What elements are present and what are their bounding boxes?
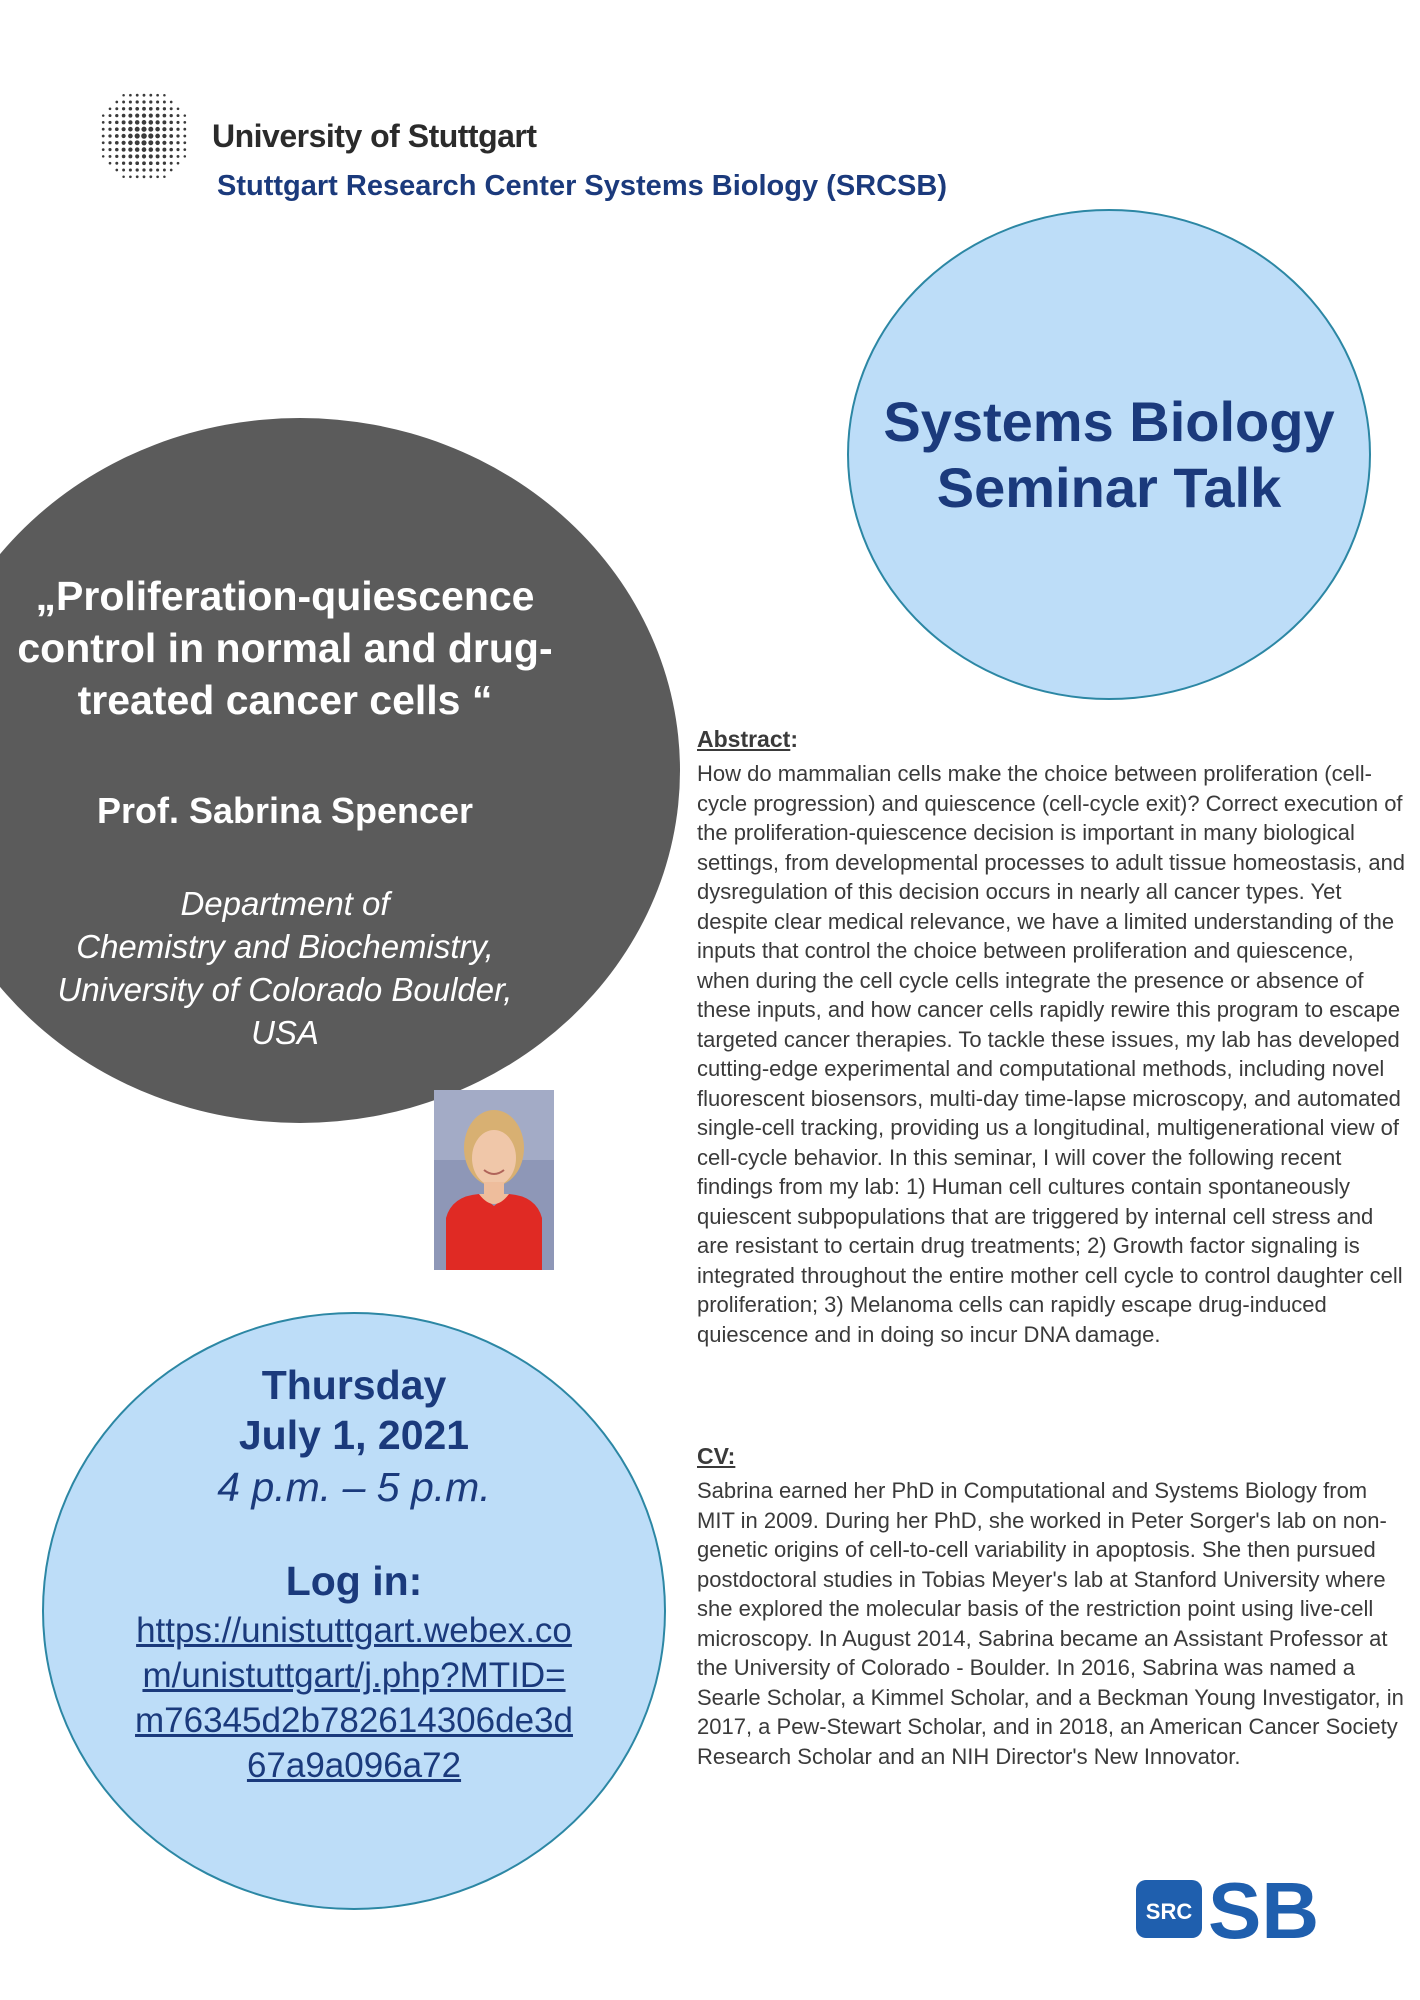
- abstract-heading: [697, 726, 798, 753]
- seminar-title: [883, 389, 1334, 521]
- srcsb-logo: [1136, 1874, 1352, 1944]
- speaker-name: Prof. Sabrina Spencer: [96, 790, 474, 831]
- seminar-circle: [847, 209, 1371, 700]
- university-of-stuttgart-logo: [96, 88, 192, 184]
- abstract-text: How do mammalian cells make the choice between proliferation (cell-cycle progression) and quiescence (cell-cycle exit)? Correct execution of the proliferation-quiescence decision is important in many biological settings, from developmental processes to adult tissue homeostasis, and dysregulation of this decision occurs in nearly all cancer types. Yet despite clear medical relevance, we have a limited understanding of the inputs that control the choice between proliferation and quiescence, when during the cell cycle cells integrate the presence or absence of these inputs, and how cancer cells rapidly rewire this program to escape targeted cancer therapies. To tackle these issues, my lab has developed cutting-edge experimental and computational methods, including novel fluorescent biosensors, multi-day time-lapse microscopy, and automated single-cell tracking, providing us a longitudinal, multigenerational view of cell-cycle behavior. In this seminar, I will cover the following recent findings from my lab: 1) Human cell cultures contain spontaneously quiescent subpopulations that are triggered by internal cell stress and are resistant to certain drug treatments; 2) Growth factor signaling is integrated throughout the entire mother cell cycle to control daughter cell proliferation; 3) Melanoma cells can rapidly escape drug-induced quiescence and in doing so incur DNA damage.: [697, 761, 1406, 1347]
- affiliation-line-2: Chemistry and Biochemistry,: [76, 928, 494, 965]
- srcsb-logo-src-text: SRC: [1145, 1899, 1193, 1924]
- login-label: Log in:: [285, 1558, 423, 1604]
- university-name: University of Stuttgart: [212, 118, 537, 154]
- talk-title-line-3: treated cancer cells “: [77, 677, 493, 723]
- affiliation-line-4: USA: [251, 1014, 319, 1051]
- research-center-name: Stuttgart Research Center Systems Biology (SRCSB): [217, 170, 947, 202]
- webex-login-link[interactable]: https://unistuttgart.webex.com/unistuttgart/j.php?MTID=m76345d2b782614306de3d67a9a096a72: [135, 1611, 573, 1785]
- abstract-heading-text: Abstract: [697, 726, 791, 752]
- talk-title-line-1: „Proliferation-quiescence: [35, 573, 535, 619]
- srcsb-logo-sb-text: SB: [1208, 1874, 1320, 1944]
- abstract-heading-colon: :: [790, 726, 798, 752]
- cv-heading: CV:: [697, 1443, 736, 1469]
- affiliation-line-3: University of Colorado Boulder,: [57, 971, 513, 1008]
- schedule-block: [42, 1360, 666, 1788]
- event-date: July 1, 2021: [238, 1412, 470, 1458]
- event-time: 4 p.m. – 5 p.m.: [217, 1464, 491, 1510]
- seminar-title-line-1: Systems Biology: [883, 389, 1335, 453]
- cv-text: Sabrina earned her PhD in Computational and Systems Biology from MIT in 2009. During her PhD, she worked in Peter Sorger's lab on non-genetic origins of cell-to-cell variability in apoptosis. She then pursued postdoctoral studies in Tobias Meyer's lab at Stanford University where she explored the molecular basis of the restriction point using live-cell microscopy. In August 2014, Sabrina became an Assistant Professor at the University of Colorado - Boulder. In 2016, Sabrina was named a Searle Scholar, a Kimmel Scholar, and a Beckman Young Investigator, in 2017, a Pew-Stewart Scholar, and in 2018, an American Cancer Society Research Scholar and an NIH Director's New Innovator.: [697, 1478, 1404, 1769]
- event-day: Thursday: [261, 1362, 447, 1408]
- talk-title: [0, 570, 570, 726]
- affiliation-line-1: Department of: [180, 885, 390, 922]
- talk-title-line-2: control in normal and drug-: [17, 625, 553, 671]
- speaker-affiliation: [0, 882, 570, 1054]
- seminar-title-line-2: Seminar Talk: [936, 455, 1282, 519]
- speaker-photo: [434, 1090, 554, 1270]
